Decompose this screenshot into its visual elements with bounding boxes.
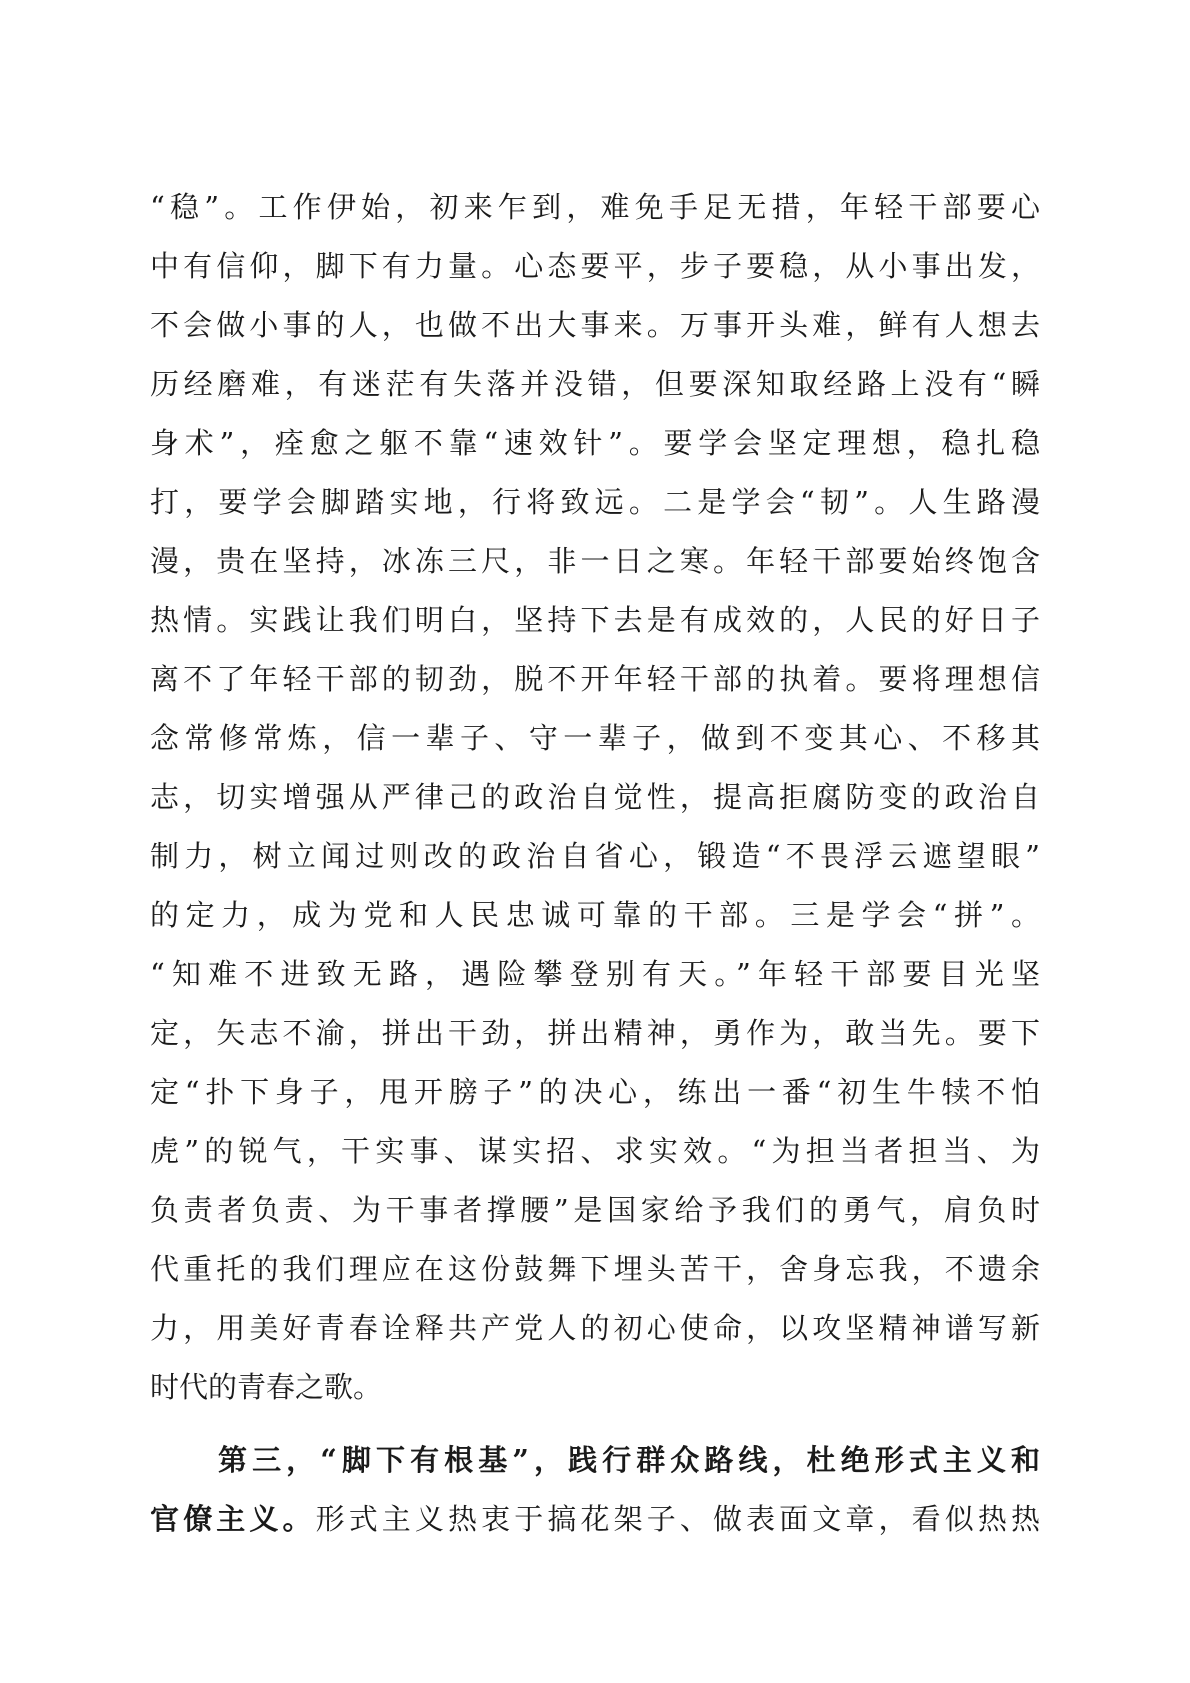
text-line: 定，矢志不渝，拼出干劲，拼出精神，勇作为，敢当先。要下 (150, 1016, 1040, 1050)
text-line: 的定力，成为党和人民忠诚可靠的干部。三是学会“拼”。 (150, 898, 1040, 932)
text-line: 志，切实增强从严律己的政治自觉性，提高拒腐防变的政治自 (150, 780, 1040, 814)
text-segment: 形式主义热衷于搞花架子、做表面文章，看似热热 (315, 1502, 1040, 1536)
section-heading-end: 官僚主义。 (150, 1502, 316, 1536)
text-line: 负责者负责、为干事者撑腰”是国家给予我们的勇气，肩负时 (150, 1193, 1040, 1227)
text-line: 虎”的锐气，干实事、谋实招、求实效。“为担当者担当、为 (150, 1134, 1040, 1168)
paragraph-2 (150, 1431, 1040, 1549)
text-line: 历经磨难，有迷茫有失落并没错，但要深知取经路上没有“瞬 (150, 367, 1040, 401)
text-line: 力，用美好青春诠释共产党人的初心使命，以攻坚精神谱写新 (150, 1311, 1040, 1345)
text-line: “知难不进致无路，遇险攀登别有天。”年轻干部要目光坚 (150, 957, 1040, 991)
document-body (150, 178, 1040, 1549)
text-line: 代重托的我们理应在这份鼓舞下埋头苦干，舍身忘我，不遗余 (150, 1252, 1040, 1286)
text-line: 中有信仰，脚下有力量。心态要平，步子要稳，从小事出发， (150, 249, 1040, 283)
text-line: 定“扑下身子，甩开膀子”的决心，练出一番“初生牛犊不怕 (150, 1075, 1040, 1109)
text-line: 制力，树立闻过则改的政治自省心，锻造“不畏浮云遮望眼” (150, 839, 1040, 873)
text-line: 离不了年轻干部的韧劲，脱不开年轻干部的执着。要将理想信 (150, 662, 1040, 696)
text-line (150, 1490, 1040, 1549)
text-line: 打，要学会脚踏实地，行将致远。二是学会“韧”。人生路漫 (150, 485, 1040, 519)
text-line: 热情。实践让我们明白，坚持下去是有成效的，人民的好日子 (150, 603, 1040, 637)
text-line: 时代的青春之歌。 (150, 1370, 383, 1404)
paragraph-1 (150, 178, 1040, 1417)
text-line: 身术”，痊愈之躯不靠“速效针”。要学会坚定理想，稳扎稳 (150, 426, 1040, 460)
section-heading-line: 第三，“脚下有根基”，践行群众路线，杜绝形式主义和 (218, 1443, 1040, 1477)
text-line: 不会做小事的人，也做不出大事来。万事开头难，鲜有人想去 (150, 308, 1040, 342)
text-line: 念常修常炼，信一辈子、守一辈子，做到不变其心、不移其 (150, 721, 1040, 755)
text-line: 漫，贵在坚持，冰冻三尺，非一日之寒。年轻干部要始终饱含 (150, 544, 1040, 578)
text-line: “稳”。工作伊始，初来乍到，难免手足无措，年轻干部要心 (150, 190, 1040, 224)
